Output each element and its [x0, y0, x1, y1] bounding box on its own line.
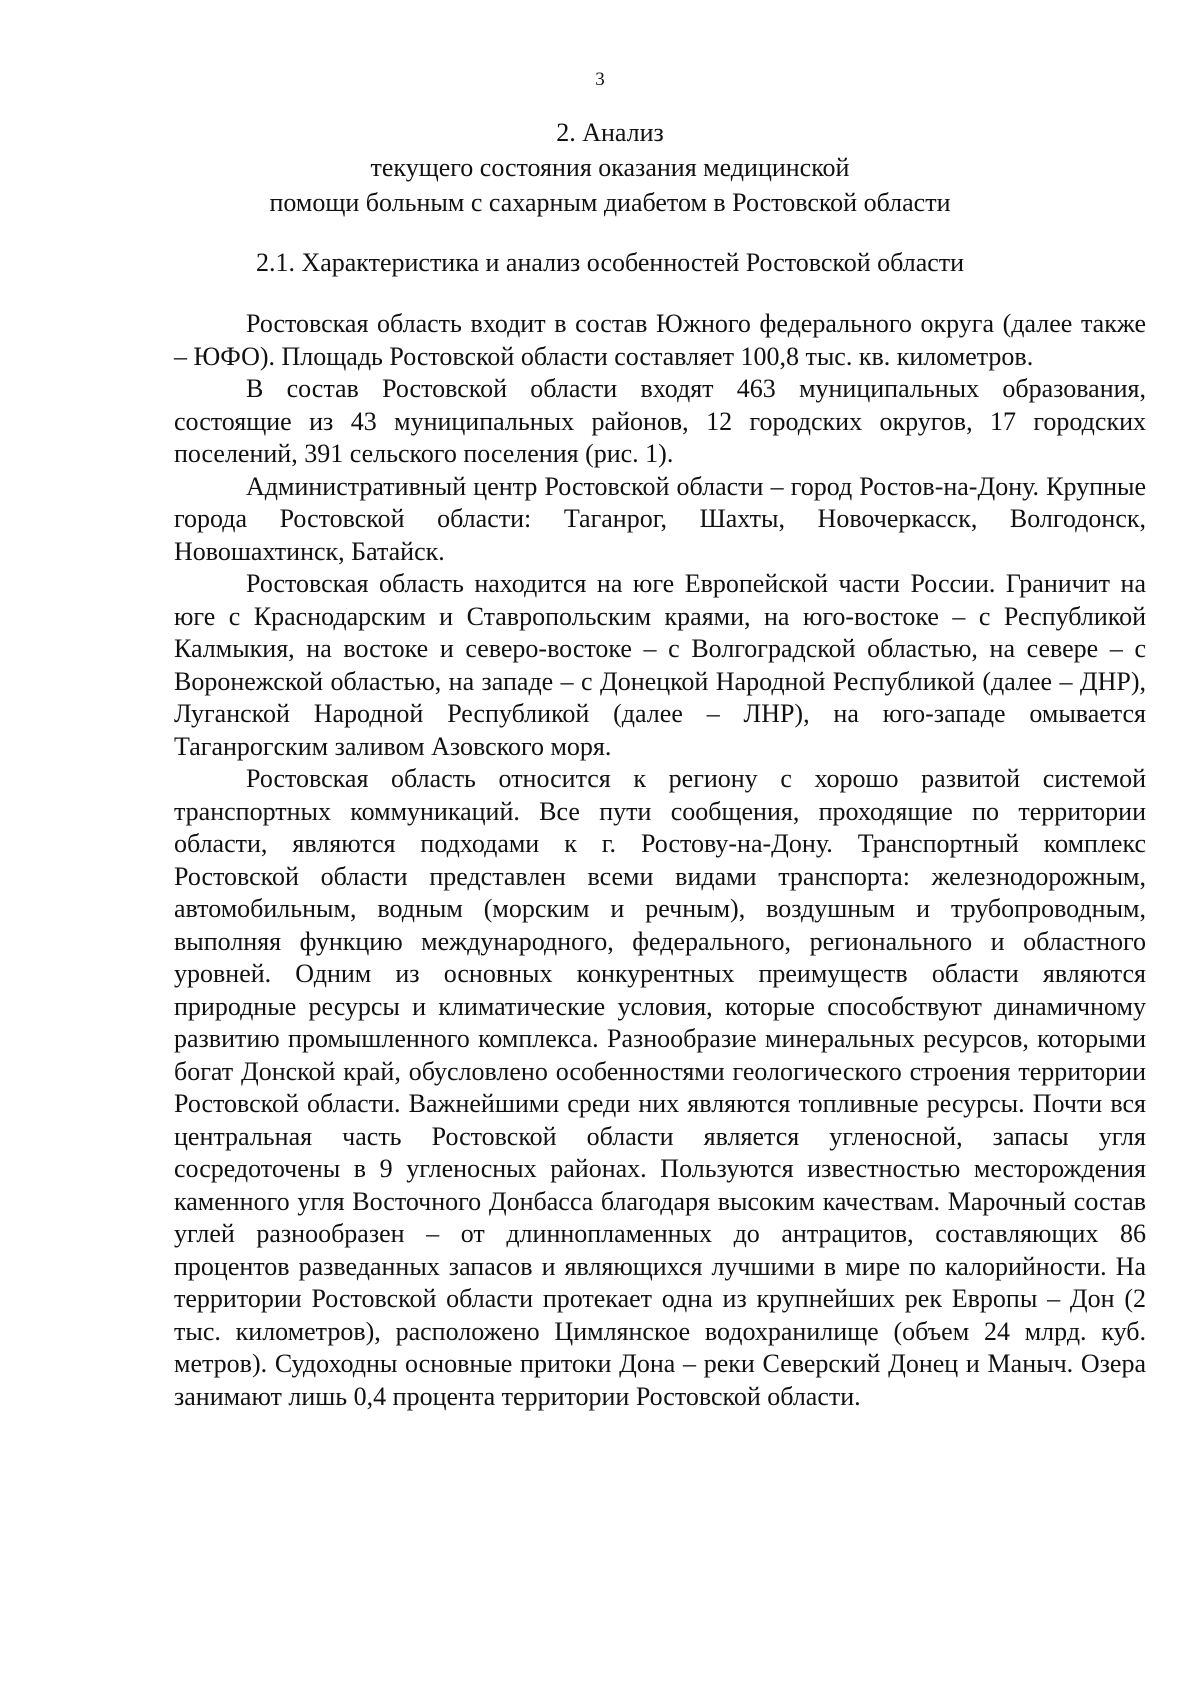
paragraph-municipalities: В состав Ростовской области входят 463 муниципальных образования, состоящие из 43 муниципальных районов, 12 городских округов, 17 городских поселений, 391 сельского поселения (рис. 1). [174, 374, 1146, 468]
paragraph-borders: Ростовская область находится на юге Европейской части России. Граничит на юге с Краснодарским и Ставропольским краями, на юго-востоке – с Республикой Калмыкия, на востоке и северо-востоке – с Волгоградской областью, на севере – с Воронежской областью, на западе – с Донецкой Народной Республикой (далее – ДНР), Луганской Народной Республикой (далее – ЛНР), на юго-западе омывается Таганрогским заливом Азовского моря. [174, 569, 1146, 761]
paragraph-area: Ростовская область входит в состав Южного федерального округа (далее также – ЮФО). Площадь Ростовской области составляет 100,8 тыс. кв. километров. [174, 309, 1146, 371]
section-heading [160, 115, 1060, 220]
section-heading-line-3: помощи больным с сахарным диабетом в Ростовской области [269, 188, 951, 217]
paragraph-transport-resources: Ростовская область относится к региону с хорошо развитой системой транспортных коммуникаций. Все пути сообщения, проходящие по территории области, являются подходами к г. Ростову-на-Дону. Транспортный комплекс Ростовской области представлен всеми видами транспорта: железнодорожным, автомобильным, водным (морским и речным), воздушным и трубопроводным, выполняя функцию международного, федерального, регионального и областного уровней. Одним из основных конкурентных преимуществ области являются природные ресурсы и климатические условия, которые способствуют динамичному развитию промышленного комплекса. Разнообразие минеральных ресурсов, которыми богат Донской край, обусловлено особенностями геологического строения территории Ростовской области. Важнейшими среди них являются топливные ресурсы. Почти вся центральная часть Ростовской области является угленосной, запасы угля сосредоточены в 9 угленосных районах. Пользуются известностью месторождения каменного угля Восточного Донбасса благодаря высоким качествам. Марочный состав углей разнообразен – от длиннопламенных до антрацитов, составляющих 86 процентов разведанных запасов и являющихся лучшими в мире по калорийности. На территории Ростовской области протекает одна из крупнейших рек Европы – Дон (2 тыс. километров), расположено Цимлянское водохранилище (объем 24 млрд. куб. метров). Судоходны основные притоки Дона – реки Северский Донец и Маныч. Озера занимают лишь 0,4 процента территории Ростовской области. [174, 764, 1146, 1411]
page-number: 3 [595, 69, 605, 90]
section-heading-line-2: текущего состояния оказания медицинской [370, 153, 850, 182]
section-heading-line-1: 2. Анализ [556, 118, 664, 147]
paragraph-cities: Административный центр Ростовской области – город Ростов-на-Дону. Крупные города Ростовской области: Таганрог, Шахты, Новочеркасск, Волгодонск, Новошахтинск, Батайск. [174, 471, 1146, 566]
body-text [174, 308, 1146, 1413]
subsection-heading: 2.1. Характеристика и анализ особенностей Ростовской области [255, 248, 965, 277]
